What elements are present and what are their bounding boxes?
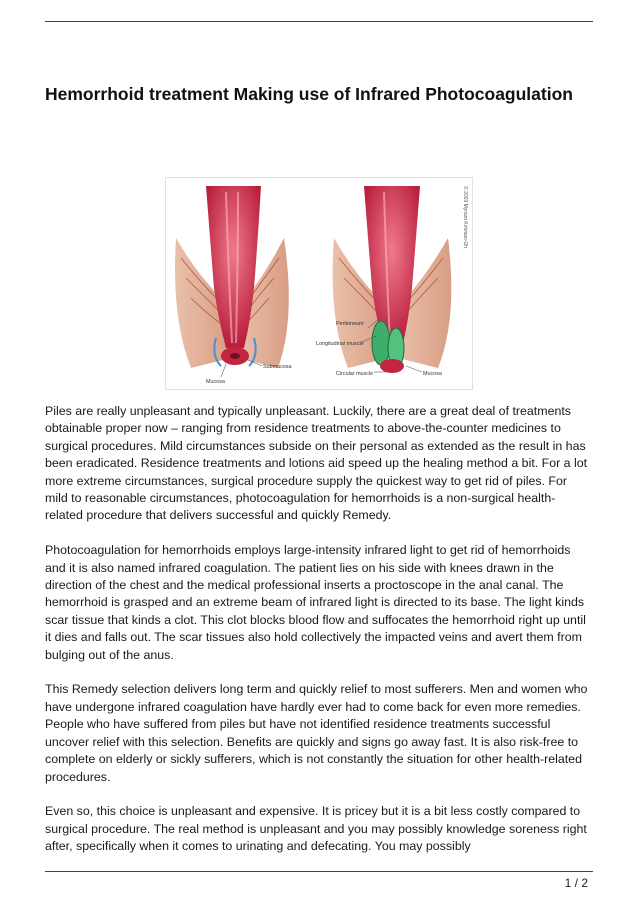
paragraph: Photocoagulation for hemorrhoids employs large-intensity infrared light to get rid of hemorrhoids and it is also named infrared coagulation. The patient lies on his side with knees drawn in the direction of the chest and the medical professional inserts a proctoscope in the anal canal. The hemorrhoid is grasped and an extreme beam of infrared light is directed to its base. The light kinds scar tissue that kinds a clot. This clot blocks blood flow and suffocates the hemorrhoid right up until it dies and falls out. The scar tissues also hold collectively the impacted veins and avert them from bulging out of the anus. (45, 543, 586, 662)
figure-copyright: © 2003 Myriam Kirkman-Oh (462, 186, 468, 249)
article-body (45, 403, 593, 873)
paragraph: This Remedy selection delivers long term and quickly relief to most sufferers. Men and women who have undergone infrared coagulation have hardly ever had to come back for even more remedies. People who have suffered from piles but have not identified residence treatments successful uncover relief with this selection. Benefits are quickly and signs go away fast. It is also risk-free to complete on elderly or sickly sufferers, which is not constantly the situation for other health-related procedures. (45, 682, 588, 784)
left-anatomy-drawing (175, 186, 291, 385)
label-mucosa-right: Mucosa (423, 371, 442, 377)
label-mucosa-left: Mucosa (206, 379, 225, 385)
footer-rule (45, 871, 593, 872)
header-rule (45, 21, 593, 22)
label-submucosa: Submucosa (263, 364, 292, 370)
page-number: 1 / 2 (564, 876, 588, 890)
anatomy-illustration (165, 177, 473, 390)
page-title: Hemorrhoid treatment Making use of Infrared Photocoagulation (45, 84, 573, 104)
right-anatomy-drawing (316, 186, 469, 377)
paragraph: Piles are really unpleasant and typically unpleasant. Luckily, there are a great deal of treatments obtainable proper now – ranging from residence treatments to above-the-counter medicines to surgical procedures. Mild circumstances subside on their personal as extended as the result in has been eradicated. Residence treatments and lotions aid speed up the healing method a bit. For a lot more extreme circumstances, surgical procedure supply the quickest way to get rid of piles. For mild to reasonable circumstances, photocoagulation for hemorrhoids is a non-surgical health-related procedure that delivers successful and quickly Remedy. (45, 404, 588, 523)
label-circular-muscle: Circular muscle (336, 371, 374, 377)
label-peritoneum: Peritoneum (336, 321, 364, 327)
paragraph: Even so, this choice is unpleasant and expensive. It is pricey but it is a bit less costly compared to surgical procedure. The real method is unpleasant and you may possibly knowledge soreness right after, specifically when it comes to urinating and defecating. You may possibly (45, 804, 587, 854)
label-longitudinal-muscle: Longitudinal muscle (316, 341, 364, 347)
